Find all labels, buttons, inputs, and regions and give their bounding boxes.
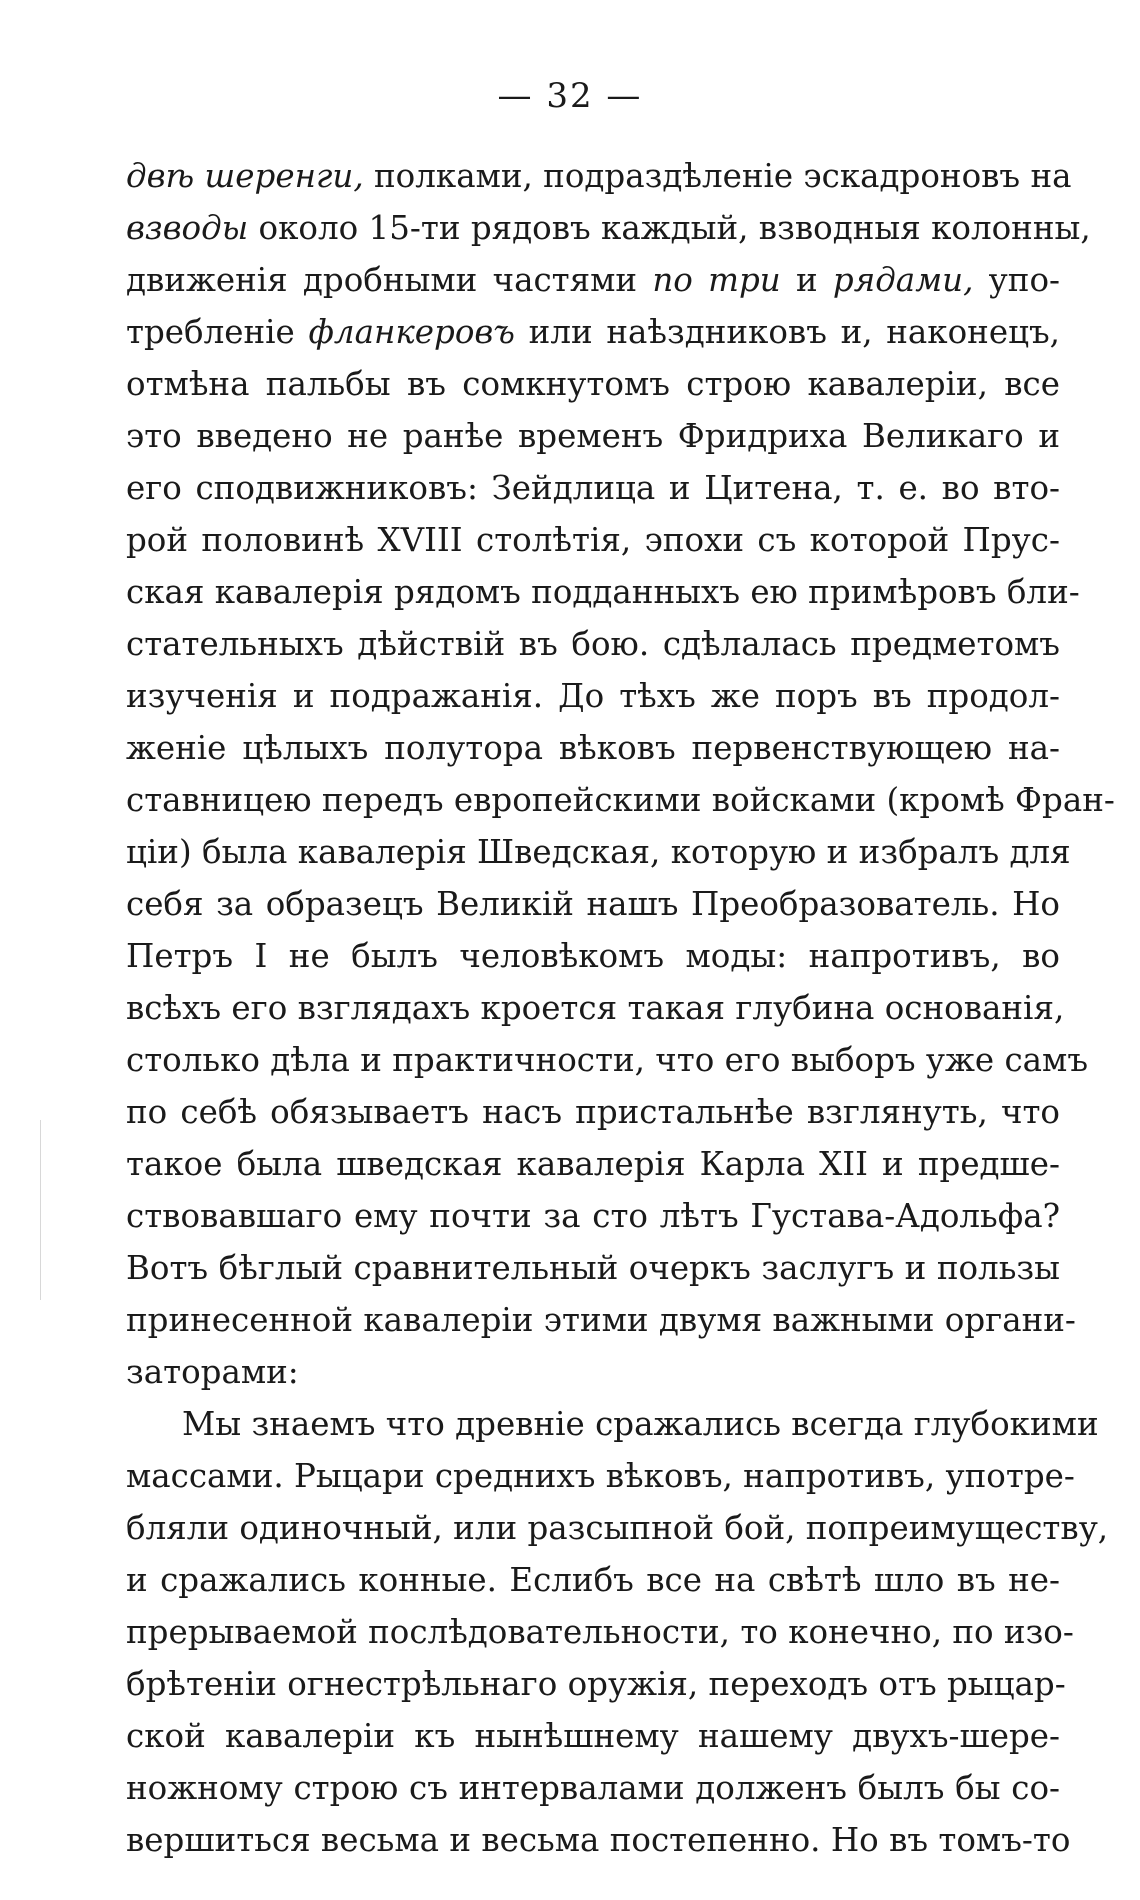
text-line	[126, 566, 1080, 618]
text-line	[126, 1710, 1060, 1762]
text-run: ціи) была кавалерія Шведская, которую и избралъ для	[126, 833, 1071, 871]
text-line	[126, 982, 1065, 1034]
text-run: заторами:	[126, 1353, 299, 1391]
text-line	[126, 202, 1091, 254]
italic-term: взводы	[126, 209, 249, 247]
text-run: ской кавалеріи къ нынѣшнему нашему двухъ-шере-	[126, 1717, 1060, 1755]
text-line	[126, 1502, 1109, 1554]
text-line	[126, 1450, 1075, 1502]
page-number: — 32 —	[497, 76, 643, 116]
text-run: бляли одиночный, или разсыпной бой, попреимуществу,	[126, 1509, 1109, 1547]
paragraph-continued	[126, 150, 1115, 1398]
text-run: принесенной кавалеріи этими двумя важными органи-	[126, 1301, 1076, 1339]
text-line	[126, 670, 1060, 722]
paragraph-new	[126, 1398, 1109, 1866]
text-run: и сражались конные. Еслибъ все на свѣтѣ шло въ не-	[126, 1561, 1060, 1599]
text-run: полками, подраздѣленіе эскадроновъ на	[363, 157, 1072, 195]
text-run: Мы знаемъ что древніе сражались всегда глубокими	[182, 1405, 1099, 1443]
italic-term: фланкеровъ	[308, 313, 515, 351]
text-line	[126, 1606, 1074, 1658]
text-line	[126, 1294, 1076, 1346]
text-line	[126, 1138, 1060, 1190]
text-run: ствовавшаго ему почти за сто лѣтъ Густава-Адольфа?	[126, 1197, 1060, 1235]
text-run: и	[780, 261, 833, 299]
text-run: стательныхъ дѣйствій въ бою. сдѣлалась предметомъ	[126, 625, 1060, 663]
text-run: ножному строю съ интервалами долженъ былъ бы со-	[126, 1769, 1060, 1807]
text-line	[126, 1086, 1060, 1138]
text-line	[126, 462, 1060, 514]
text-run: столько дѣла и практичности, что его выборъ уже самъ	[126, 1041, 1089, 1079]
italic-term: по три	[652, 261, 781, 299]
text-run: брѣтеніи огнестрѣльнаго оружія, переходъ отъ рыцар-	[126, 1665, 1066, 1703]
text-run: упо-	[973, 261, 1061, 299]
text-line	[126, 1346, 1060, 1398]
text-run: рой половинѣ XVIII столѣтія, эпохи съ которой Прус-	[126, 521, 1060, 559]
text-run: это введено не ранѣе временъ Фридриха Великаго и	[126, 417, 1060, 455]
text-run: или наѣздниковъ и, наконецъ,	[514, 313, 1060, 351]
text-run: изученія и подражанія. До тѣхъ же поръ въ продол-	[126, 677, 1060, 715]
italic-term: двѣ шеренги,	[126, 157, 364, 195]
text-run: по себѣ обязываетъ насъ пристальнѣе взглянуть, что	[126, 1093, 1060, 1131]
text-run: всѣхъ его взглядахъ кроется такая глубина основанія,	[126, 989, 1065, 1027]
scan-page-edge	[40, 1120, 41, 1300]
text-run: требленіе	[126, 313, 309, 351]
text-line	[126, 722, 1060, 774]
text-line	[126, 1034, 1089, 1086]
body-text	[126, 150, 1115, 1866]
text-run: женіе цѣлыхъ полутора вѣковъ первенствующею на-	[126, 729, 1060, 767]
text-line	[126, 150, 1072, 202]
text-line	[126, 306, 1060, 358]
text-line	[126, 1762, 1060, 1814]
text-line	[126, 358, 1060, 410]
text-run: прерываемой послѣдовательности, то конечно, по изо-	[126, 1613, 1074, 1651]
text-run: вершиться весьма и весьма постепенно. Но въ томъ-то	[126, 1821, 1071, 1859]
italic-term: рядами,	[832, 261, 974, 299]
text-run: движенія дробными частями	[126, 261, 653, 299]
text-line	[126, 514, 1060, 566]
text-line	[126, 254, 1060, 306]
text-line	[126, 774, 1115, 826]
text-line	[126, 1190, 1060, 1242]
text-run: ставницею передъ европейскими войсками (кромѣ Фран-	[126, 781, 1115, 819]
text-run: около 15-ти рядовъ каждый, взводныя колонны,	[248, 209, 1091, 247]
text-line	[126, 930, 1060, 982]
text-run: отмѣна пальбы въ сомкнутомъ строю кавалеріи, все	[126, 365, 1060, 403]
text-line	[126, 1398, 1099, 1450]
text-line	[126, 410, 1060, 462]
text-line	[126, 1242, 1060, 1294]
text-line	[126, 618, 1060, 670]
text-line	[126, 1554, 1060, 1606]
text-line	[126, 826, 1071, 878]
text-line	[126, 1658, 1066, 1710]
text-run: массами. Рыцари среднихъ вѣковъ, напротивъ, употре-	[126, 1457, 1075, 1495]
text-run: Петръ I не былъ человѣкомъ моды: напротивъ, во	[126, 937, 1060, 975]
text-run: такое была шведская кавалерія Карла XII и предше-	[126, 1145, 1060, 1183]
text-run: Вотъ бѣглый сравнительный очеркъ заслугъ и пользы	[126, 1249, 1060, 1287]
text-run: ская кавалерія рядомъ подданныхъ ею примѣровъ бли-	[126, 573, 1080, 611]
text-line	[126, 1814, 1071, 1866]
text-line	[126, 878, 1060, 930]
text-run: себя за образецъ Великій нашъ Преобразователь. Но	[126, 885, 1060, 923]
text-run: его сподвижниковъ: Зейдлица и Цитена, т. е. во вто-	[126, 469, 1060, 507]
